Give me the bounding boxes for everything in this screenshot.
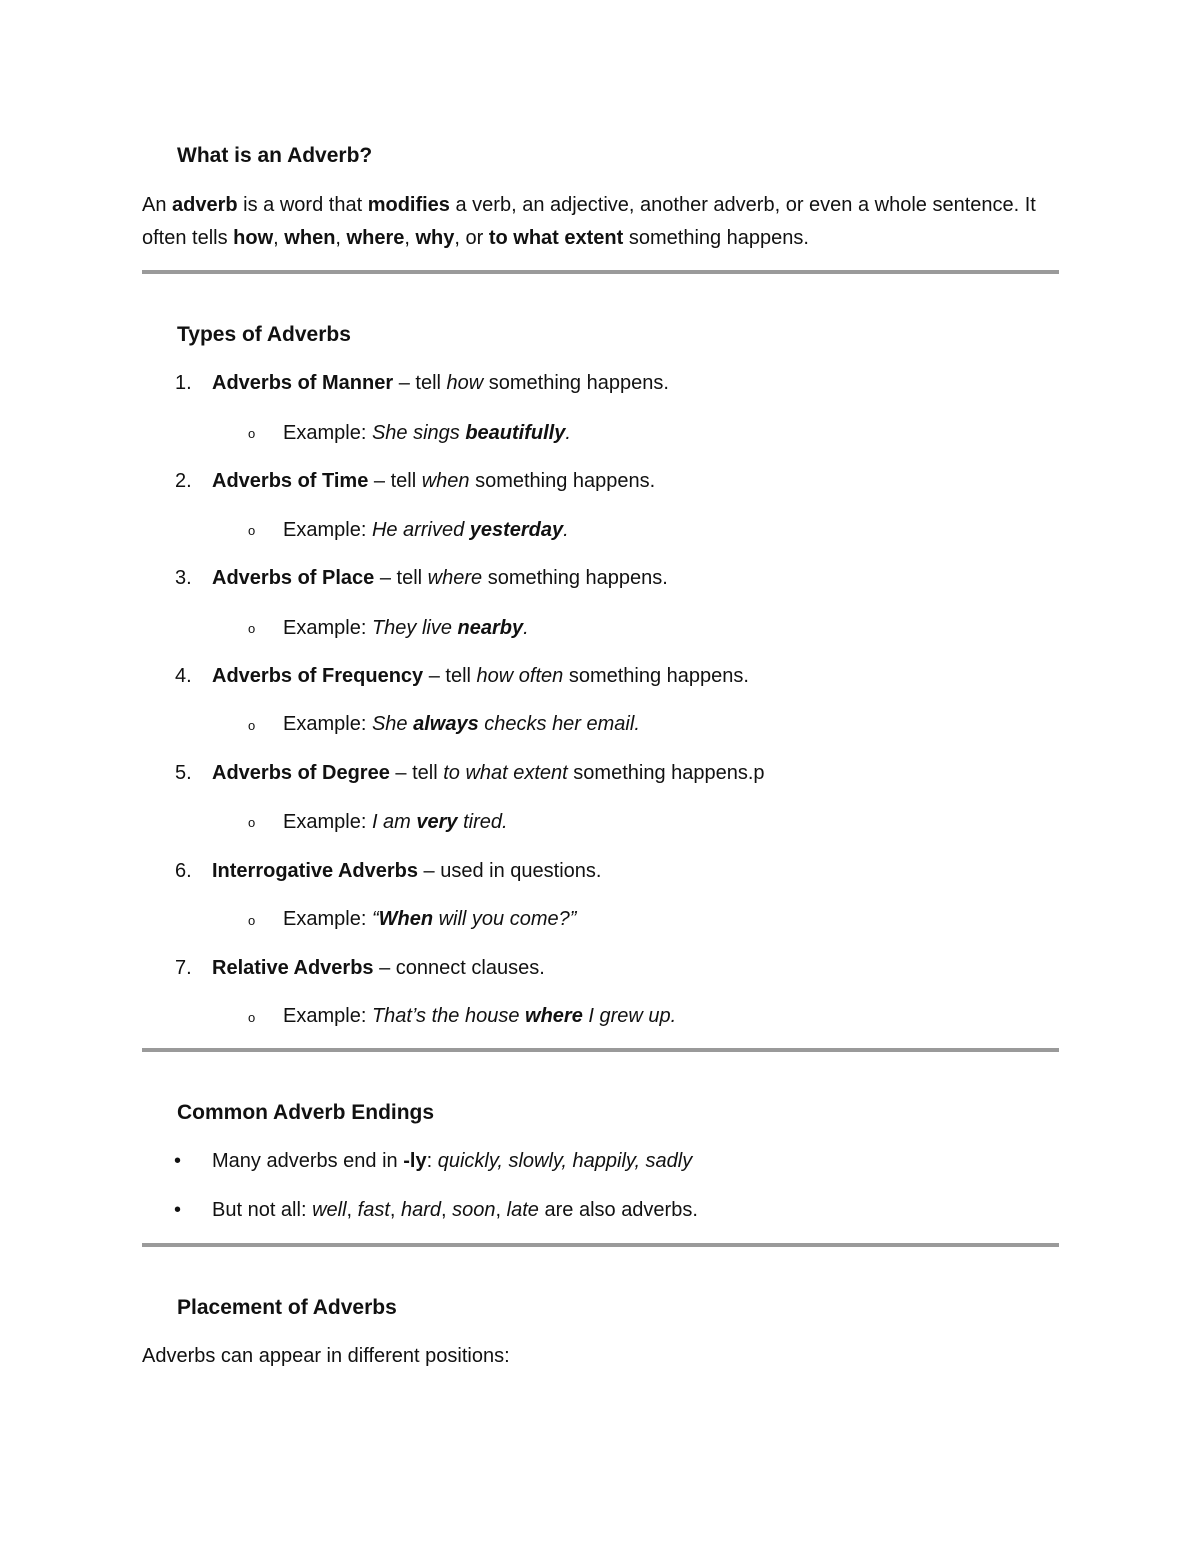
list-item xyxy=(212,760,765,786)
heading-common-adverb-endings: Common Adverb Endings xyxy=(177,1101,435,1124)
list-number: 4. xyxy=(175,665,192,687)
list-number: 1. xyxy=(175,372,192,394)
text-italic: soon xyxy=(452,1199,496,1221)
text: something happens. xyxy=(563,665,749,687)
list-number: 6. xyxy=(175,860,192,882)
example-line xyxy=(283,517,569,543)
text: a verb, an adjective, another adverb, or even a whole sentence. It often tells xyxy=(142,194,1036,249)
text-bold-italic: nearby xyxy=(457,617,524,639)
example-label: Example: xyxy=(283,811,372,833)
text-bold: where xyxy=(346,227,405,249)
heading-what-is-adverb: What is an Adverb? xyxy=(177,144,373,167)
example-label: Example: xyxy=(283,617,372,639)
list-item xyxy=(212,468,655,494)
example-line xyxy=(283,809,508,835)
heading-placement-of-adverbs: Placement of Adverbs xyxy=(177,1296,397,1319)
sub-bullet-marker: o xyxy=(248,718,256,733)
list-item xyxy=(212,663,749,689)
text: , xyxy=(273,227,285,249)
list-number: 3. xyxy=(175,567,192,589)
text-italic: hard xyxy=(401,1199,442,1221)
list-item xyxy=(212,565,668,591)
bullet-marker: • xyxy=(174,1150,182,1172)
text-italic: to what extent xyxy=(443,762,568,784)
text: – tell xyxy=(393,372,447,394)
text-bold: adverb xyxy=(172,194,238,216)
example-line xyxy=(283,420,571,446)
example-label: Example: xyxy=(283,1005,372,1027)
text: – used in questions. xyxy=(418,860,602,882)
text-italic: how xyxy=(446,372,484,394)
text: , xyxy=(404,227,416,249)
text-italic: . xyxy=(565,422,571,444)
item-name: Adverbs of Manner xyxy=(212,372,394,394)
list-number: 2. xyxy=(175,470,192,492)
text: – tell xyxy=(374,567,428,589)
text: But not all: xyxy=(212,1199,313,1221)
text-italic: will you come?” xyxy=(433,908,577,930)
item-name: Relative Adverbs xyxy=(212,957,374,979)
text-italic: how often xyxy=(476,665,564,687)
example-label: Example: xyxy=(283,422,372,444)
text-bold-italic: always xyxy=(413,713,479,735)
sub-bullet-marker: o xyxy=(248,815,256,830)
text-italic: quickly, slowly, happily, sadly xyxy=(437,1150,693,1172)
text-italic: He arrived xyxy=(371,519,470,541)
text-bold-italic: very xyxy=(416,811,458,833)
text: , xyxy=(441,1199,453,1221)
text-bold: to what extent xyxy=(488,227,624,249)
text-bold: when xyxy=(284,227,336,249)
example-line xyxy=(283,1003,676,1029)
text: , xyxy=(346,1199,358,1221)
text-italic: where xyxy=(427,567,483,589)
horizontal-rule xyxy=(142,1048,1059,1052)
example-line xyxy=(283,615,529,641)
example-line xyxy=(283,711,640,737)
sub-bullet-marker: o xyxy=(248,523,256,538)
text: : xyxy=(426,1150,438,1172)
list-number: 5. xyxy=(175,762,192,784)
bullet-item xyxy=(212,1197,698,1223)
text-italic: when xyxy=(421,470,470,492)
text-italic: She sings xyxy=(371,422,466,444)
text-italic: late xyxy=(506,1199,539,1221)
sub-bullet-marker: o xyxy=(248,426,256,441)
text: is a word that xyxy=(237,194,368,216)
text-italic: tired. xyxy=(457,811,508,833)
text-italic: They live xyxy=(371,617,458,639)
text-italic: checks her email. xyxy=(478,713,640,735)
text-italic: She xyxy=(371,713,414,735)
text-italic: I grew up. xyxy=(582,1005,677,1027)
bullet-marker: • xyxy=(174,1199,182,1221)
text-bold-italic: yesterday xyxy=(469,519,564,541)
text: something happens. xyxy=(483,372,669,394)
text: – tell xyxy=(389,762,444,784)
text: something happens. xyxy=(469,470,656,492)
text: , xyxy=(495,1199,507,1221)
horizontal-rule xyxy=(142,1243,1059,1247)
text-bold: -ly xyxy=(403,1150,427,1172)
item-name: Interrogative Adverbs xyxy=(212,860,418,882)
text-italic: That’s the house xyxy=(371,1005,526,1027)
example-label: Example: xyxy=(283,519,372,541)
heading-types-of-adverbs: Types of Adverbs xyxy=(177,323,351,346)
bullet-item xyxy=(212,1148,692,1174)
text-bold-italic: When xyxy=(378,908,434,930)
text-bold: how xyxy=(233,227,274,249)
text: something happens. xyxy=(623,227,809,249)
text-italic: . xyxy=(563,519,569,541)
sub-bullet-marker: o xyxy=(248,913,256,928)
text-bold-italic: beautifully xyxy=(465,422,566,444)
text-bold: why xyxy=(415,227,455,249)
text-italic: fast xyxy=(357,1199,390,1221)
text: , or xyxy=(454,227,489,249)
text: An xyxy=(142,194,173,216)
text: , xyxy=(389,1199,402,1221)
text-italic: “ xyxy=(371,908,379,930)
list-item xyxy=(212,858,601,884)
sub-bullet-marker: o xyxy=(248,621,256,636)
list-number: 7. xyxy=(175,957,192,979)
text: – connect clauses. xyxy=(373,957,545,979)
item-name: Adverbs of Frequency xyxy=(212,665,424,687)
text: are also adverbs. xyxy=(538,1199,698,1221)
list-item xyxy=(212,955,545,981)
text-bold-italic: where xyxy=(525,1005,583,1027)
text-italic: . xyxy=(523,617,529,639)
text: something happens.p xyxy=(567,762,765,784)
text: – tell xyxy=(423,665,477,687)
item-name: Adverbs of Place xyxy=(212,567,375,589)
example-label: Example: xyxy=(283,713,372,735)
sub-bullet-marker: o xyxy=(248,1010,256,1025)
example-label: Example: xyxy=(283,908,372,930)
placement-intro: Adverbs can appear in different positions: xyxy=(142,1345,510,1367)
text-bold: modifies xyxy=(367,194,450,216)
item-name: Adverbs of Degree xyxy=(212,762,390,784)
text: something happens. xyxy=(482,567,668,589)
example-line xyxy=(283,906,576,932)
text: , xyxy=(335,227,347,249)
horizontal-rule xyxy=(142,270,1059,274)
text: – tell xyxy=(368,470,422,492)
text-italic: well xyxy=(312,1199,347,1221)
text: Many adverbs end in xyxy=(212,1150,404,1172)
definition-paragraph xyxy=(142,189,1042,255)
text-italic: I am xyxy=(371,811,417,833)
list-item xyxy=(212,370,669,396)
item-name: Adverbs of Time xyxy=(212,470,369,492)
